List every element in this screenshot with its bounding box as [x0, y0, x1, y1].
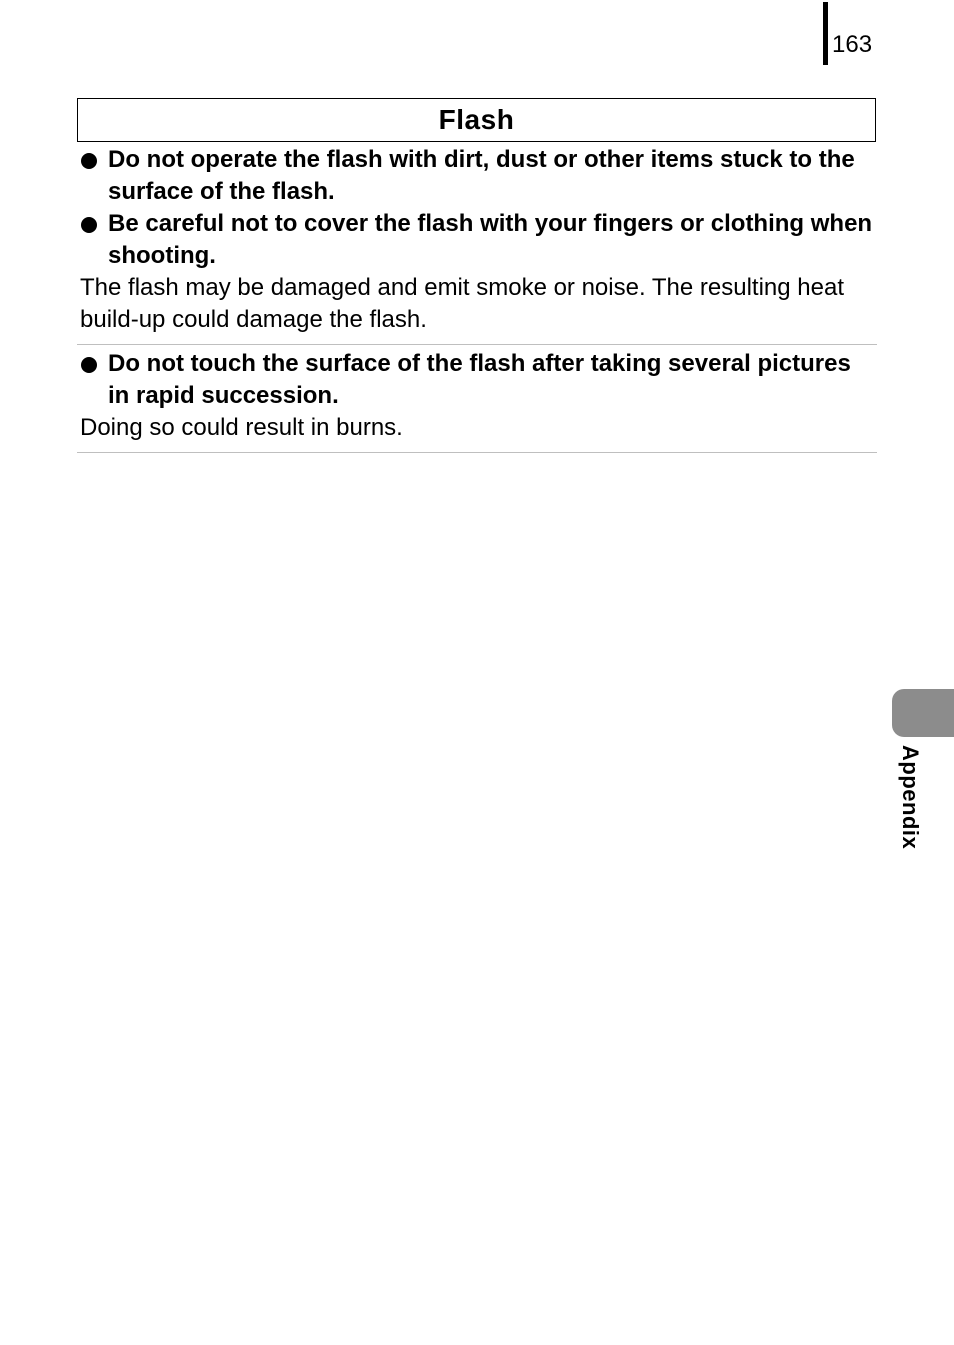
chapter-tab	[892, 689, 954, 737]
body-text: The flash may be damaged and emit smoke or noise. The resulting heat build-up could damage the flash.	[80, 274, 844, 333]
bullet-item	[77, 348, 877, 412]
section-header	[77, 98, 876, 142]
bullet-text: Do not operate the flash with dirt, dust or other items stuck to the surface of the flash.	[108, 146, 855, 205]
page-number-bar	[823, 2, 828, 65]
warning-group	[77, 345, 877, 453]
bullet-text: Be careful not to cover the flash with your fingers or clothing when shooting.	[108, 210, 873, 269]
page-number: 163	[832, 31, 873, 58]
bullet-item	[77, 144, 877, 208]
bullet-dot-icon	[81, 153, 97, 169]
chapter-label: Appendix	[898, 745, 923, 850]
bullet-dot-icon	[81, 217, 97, 233]
section-title: Flash	[438, 104, 515, 135]
bullet-dot-icon	[81, 357, 97, 373]
body-text: Doing so could result in burns.	[80, 414, 403, 441]
warning-content	[77, 144, 877, 453]
warning-group	[77, 144, 877, 345]
bullet-text: Do not touch the surface of the flash after taking several pictures in rapid succession.	[108, 350, 851, 409]
bullet-item	[77, 208, 877, 272]
